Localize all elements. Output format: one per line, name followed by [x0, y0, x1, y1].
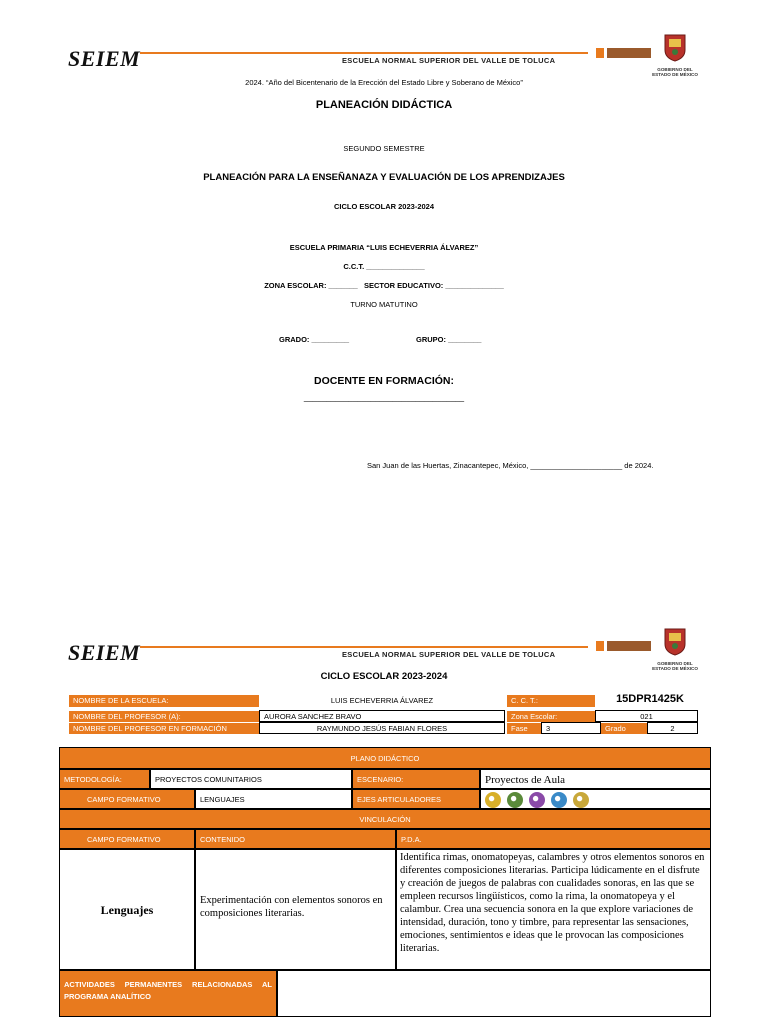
- trainee-label: NOMBRE DEL PROFESOR EN FORMACIÓN: [69, 723, 259, 734]
- phase-value: 3: [541, 722, 601, 734]
- school-value: LUIS ECHEVERRIA ÁLVAREZ: [330, 696, 434, 705]
- reading-icon: [573, 792, 589, 808]
- inclusion-icon: [485, 792, 501, 808]
- interculturality-icon: [529, 792, 545, 808]
- col-content-header: CONTENIDO: [195, 829, 396, 849]
- arts-icon: [551, 792, 567, 808]
- school-banner-2: ESCUELA NORMAL SUPERIOR DEL VALLE DE TOLUCA: [342, 650, 556, 659]
- col-pda-header: P.D.A.: [396, 829, 711, 849]
- brown-block-2: [607, 641, 651, 651]
- gov-text-2: GOBIERNO DEL ESTADO DE MÉXICO: [652, 661, 698, 671]
- edomex-crest-icon: [662, 32, 688, 62]
- grade-label: Grado: [601, 723, 647, 734]
- cct-value: 15DPR1425K: [616, 693, 684, 705]
- axes-label: EJES ARTICULADORES: [352, 789, 480, 809]
- seiem-logo: SEIEM: [68, 46, 141, 71]
- document-subtitle: PLANEACIÓN PARA LA ENSEÑANAZA Y EVALUACIÓN DE LOS APRENDIZAJES: [203, 172, 565, 183]
- school-cycle: CICLO ESCOLAR 2023-2024: [333, 202, 435, 211]
- teacher-label: NOMBRE DEL PROFESOR (A):: [69, 711, 259, 722]
- permanent-activities-label: [59, 970, 277, 1017]
- trainee-value: RAYMUNDO JESÚS FABIAN FLORES: [259, 722, 505, 734]
- grade-line: GRADO: _________: [279, 335, 350, 344]
- row-content-text: Experimentación con elementos sonoros en composiciones literarias.: [200, 895, 383, 919]
- group-line: GRUPO: ________: [416, 335, 482, 344]
- header-rule: [140, 52, 588, 54]
- cct-label: C. C. T.:: [507, 695, 595, 707]
- permanent-activities-value: [277, 970, 711, 1017]
- cycle-title: CICLO ESCOLAR 2023-2024: [320, 671, 448, 682]
- plan-header: PLANO DIDÁCTICO: [59, 747, 711, 769]
- school-banner: ESCUELA NORMAL SUPERIOR DEL VALLE DE TOLUCA: [342, 56, 556, 65]
- trainee-signature-line: ____________________________________: [303, 393, 465, 402]
- seiem-logo-2: SEIEM: [68, 640, 141, 665]
- header-rule-2: [140, 646, 588, 648]
- trainee-label: DOCENTE EN FORMACIÓN:: [314, 375, 454, 387]
- place-date: San Juan de las Huertas, Zinacantepec, México, ______________________ de 2024.: [367, 461, 654, 470]
- col-field-header: CAMPO FORMATIVO: [59, 829, 195, 849]
- year-motto: 2024. “Año del Bicentenario de la Erección del Estado Libre y Soberano de México”: [245, 78, 523, 87]
- edomex-emblem-2: [652, 626, 698, 671]
- school-name-line: ESCUELA PRIMARIA “LUIS ECHEVERRIA ÁLVAREZ”: [289, 243, 479, 252]
- grade-value: 2: [647, 722, 698, 734]
- scenario-value: Proyectos de Aula: [480, 769, 711, 789]
- axes-icons: [480, 789, 711, 809]
- document-title: PLANEACIÓN DIDÁCTICA: [315, 99, 453, 111]
- orange-block: [596, 48, 604, 58]
- permanent-activities-text: ACTIVIDADES PERMANENTES RELACIONADAS AL PROGRAMA ANALÍTICO: [64, 980, 272, 1001]
- school-label: NOMBRE DE LA ESCUELA:: [69, 695, 259, 707]
- row-field: Lenguajes: [59, 849, 195, 970]
- methodology-value: PROYECTOS COMUNITARIOS: [150, 769, 352, 789]
- critical-thinking-icon: [507, 792, 523, 808]
- zone-sector-line: ZONA ESCOLAR: _______ SECTOR EDUCATIVO: ______________: [264, 281, 504, 290]
- row-content: [195, 849, 396, 970]
- row-pda-text: Identifica rimas, onomatopeyas, calambres y otros elementos sonoros en diferentes composiciones literarias. Participa lúdicamente en el disfrute y creación de juegos de palabras con cualidades sonoras, en las que se empleen recursos lingüísticos, como la rima, la onomatopeya y el calambur. Crea una secuencia sonora en la que explore variaciones de intensidad, duración, tono y timbre, para representar las sensaciones, emociones, sentimientos e ideas que le provocan las composiciones literarias.: [400, 852, 705, 954]
- row-pda: [396, 849, 711, 970]
- field-label: CAMPO FORMATIVO: [59, 789, 195, 809]
- semester: SEGUNDO SEMESTRE: [343, 144, 425, 153]
- gov-text: GOBIERNO DEL ESTADO DE MÉXICO: [652, 67, 698, 77]
- cct-line: C.C.T. ______________: [343, 262, 425, 271]
- teacher-value: AURORA SANCHEZ BRAVO: [259, 710, 505, 722]
- shift-line: TURNO MATUTINO: [350, 300, 418, 309]
- methodology-label: METODOLOGÍA:: [59, 769, 150, 789]
- edomex-crest-icon: [662, 626, 688, 656]
- orange-block-2: [596, 641, 604, 651]
- scenario-label: ESCENARIO:: [352, 769, 480, 789]
- vinculacion-header: VINCULACIÓN: [59, 809, 711, 829]
- brown-block: [607, 48, 651, 58]
- phase-label: Fase: [507, 723, 541, 734]
- zone-value: 021: [595, 710, 698, 722]
- field-value: LENGUAJES: [195, 789, 352, 809]
- zone-label: Zona Escolar:: [507, 711, 595, 722]
- edomex-emblem: [652, 32, 698, 77]
